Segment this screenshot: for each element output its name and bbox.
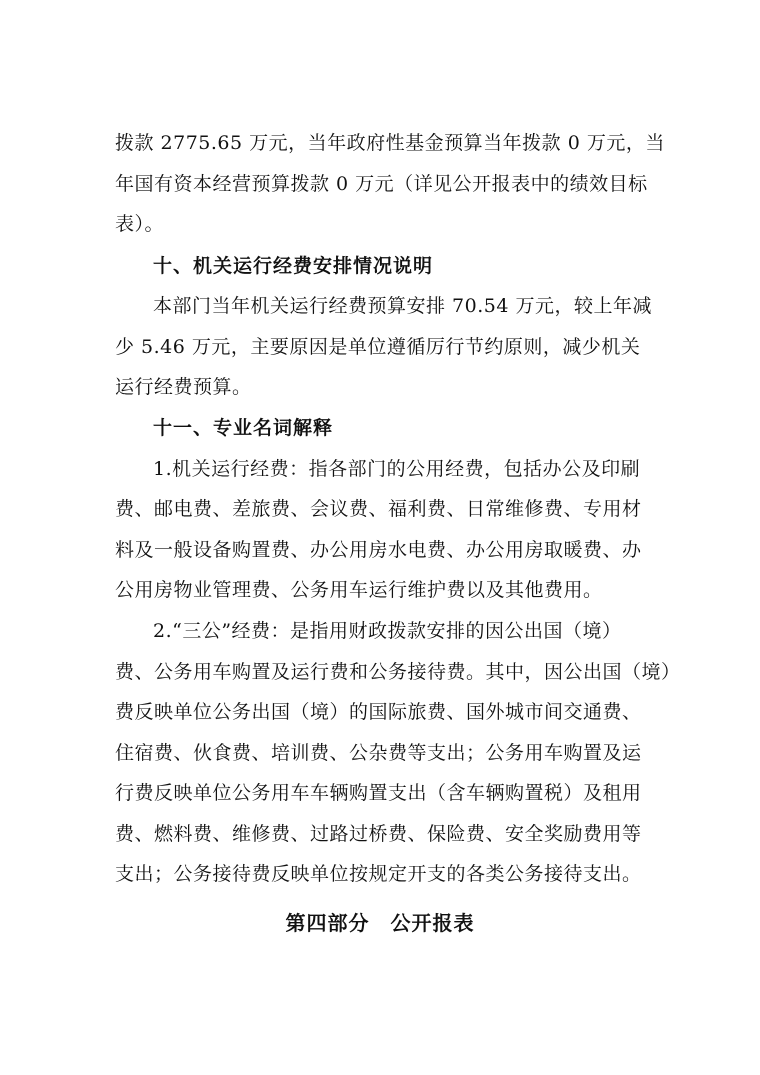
paragraph-line: 表）。 xyxy=(115,213,165,235)
paragraph-line: 支出；公务接待费反映单位按规定开支的各类公务接待支出。 xyxy=(115,863,642,885)
part-title: 第四部分 公开报表 xyxy=(285,911,475,935)
paragraph-line: 本部门当年机关运行经费预算安排 70.54 万元，较上年减 xyxy=(153,295,652,317)
paragraph-line: 费、公务用车购置及运行费和公务接待费。其中，因公出国（境） xyxy=(115,661,681,683)
paragraph-line: 少 5.46 万元，主要原因是单位遵循厉行节约原则，减少机关 xyxy=(115,336,641,358)
paragraph-line: 住宿费、伙食费、培训费、公杂费等支出；公务用车购置及运 xyxy=(115,742,642,764)
paragraph-line: 费、燃料费、维修费、过路过桥费、保险费、安全奖励费用等 xyxy=(115,823,642,845)
paragraph-line: 公用房物业管理费、公务用车运行维护费以及其他费用。 xyxy=(115,579,603,601)
section-heading-10: 十、机关运行经费安排情况说明 xyxy=(153,255,434,277)
paragraph-line: 费反映单位公务出国（境）的国际旅费、国外城市间交通费、 xyxy=(115,701,642,723)
section-heading-11: 十一、专业名词解释 xyxy=(153,417,334,439)
paragraph-line: 1.机关运行经费：指各部门的公用经费，包括办公及印刷 xyxy=(153,458,641,480)
paragraph-line: 2.“三公”经费：是指用财政拨款安排的因公出国（境） xyxy=(153,620,622,642)
paragraph-line: 行费反映单位公务用车车辆购置支出（含车辆购置税）及租用 xyxy=(115,782,642,804)
paragraph-line: 年国有资本经营预算拨款 0 万元（详见公开报表中的绩效目标 xyxy=(115,173,648,195)
paragraph-line: 拨款 2775.65 万元，当年政府性基金预算当年拨款 0 万元，当 xyxy=(115,132,665,154)
paragraph-line: 费、邮电费、差旅费、会议费、福利费、日常维修费、专用材 xyxy=(115,498,642,520)
paragraph-line: 运行经费预算。 xyxy=(115,376,252,398)
paragraph-line: 料及一般设备购置费、办公用房水电费、办公用房取暖费、办 xyxy=(115,539,642,561)
